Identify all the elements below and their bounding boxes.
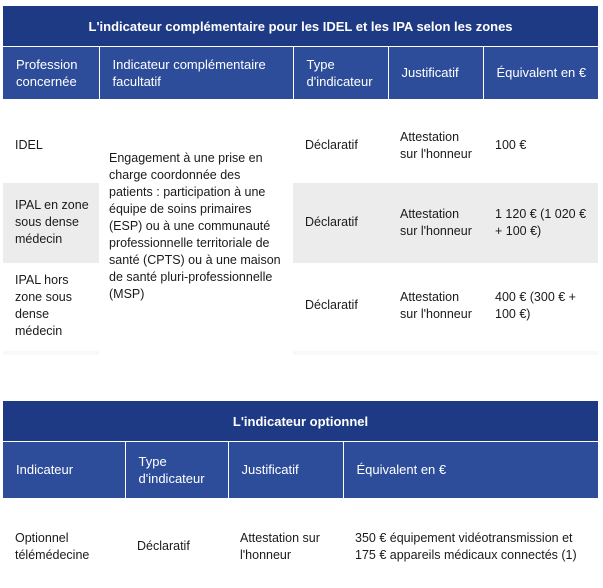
table1-row2-type: Déclaratif [293,183,388,263]
table1-row1-justificatif: Attestation sur l'honneur [388,115,483,177]
table2-header-type: Type d'indicateur [125,442,228,498]
table1-row2-profession: IPAL en zone sous dense médecin [3,183,99,263]
table2-header-justificatif: Justificatif [228,442,343,498]
table2-row1-justificatif: Attestation sur l'honneur [228,510,343,584]
table1-row1-equivalent: 100 € [483,115,598,177]
table2-row1-equivalent: 350 € équipement vidéotransmission et 175 € appareils médicaux connectés (1) [343,510,598,584]
table2-row1-indicateur: Optionnel télémédecine [3,510,125,584]
table1-header-indicateur: Indicateur complémentaire facultatif [99,47,293,99]
table-row [3,263,598,349]
table-indicateur-complementaire [3,6,598,355]
table2-header-equivalent: Équivalent en € [343,442,598,498]
table-row [3,115,598,177]
table2-row1-type: Déclaratif [125,510,228,584]
table1-header-profession: Profession concernée [3,47,99,99]
table1-row2-equivalent: 1 120 € (1 020 € + 100 €) [483,183,598,263]
table1-row1-profession: IDEL [3,115,99,177]
table1-header-justificatif: Justificatif [388,47,483,99]
table1-row2-justificatif: Attestation sur l'honneur [388,183,483,263]
table1-row3-equivalent: 400 € (300 € + 100 €) [483,263,598,349]
table-row [3,510,598,584]
table1-row3-profession: IPAL hors zone sous dense médecin [3,263,99,349]
table2-header-indicateur: Indicateur [3,442,125,498]
table1-shared-indicator: Engagement à une prise en charge coordonnée des patients : participation à une équipe de soins primaires (ESP) ou à une communauté professionnelle territoriale de santé (CPTS) ou à une maison de santé pluri-professionnelle (MSP) [109,151,281,301]
table-indicateur-optionnel [3,401,598,584]
table1-title: L'indicateur complémentaire pour les IDEL et les IPA selon les zones [3,6,598,47]
table1-header-type: Type d'indicateur [293,47,388,99]
table1-row3-justificatif: Attestation sur l'honneur [388,263,483,349]
table1-row3-type: Déclaratif [293,263,388,349]
table-row [3,183,598,263]
table1-header-equivalent: Équivalent en € [483,47,598,99]
table1-row1-type: Déclaratif [293,115,388,177]
table2-title: L'indicateur optionnel [3,401,598,442]
